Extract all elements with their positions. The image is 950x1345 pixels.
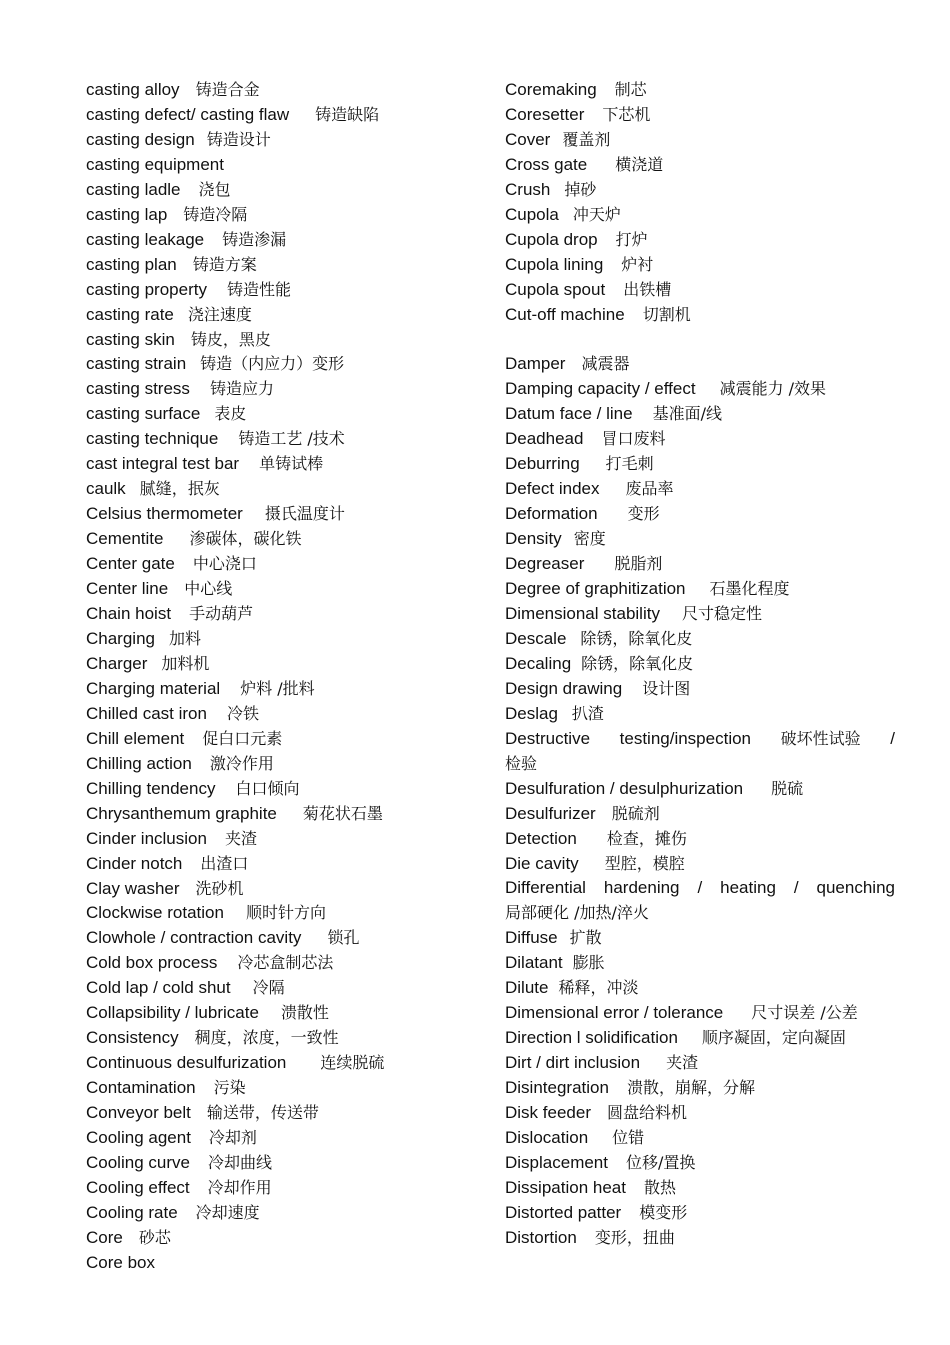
glossary-entry [505,926,895,951]
entry-translation: 稀释，冲淡 [558,978,639,998]
entry-translation: 手动葫芦 [189,604,254,624]
glossary-entry [505,602,895,627]
entry-term: Deslag [505,703,558,723]
entry-term: Clockwise rotation [86,903,224,923]
entry-word: hardening [603,878,680,898]
entry-translation: 激冷作用 [209,753,274,773]
entry-translation: 扒渣 [571,703,604,723]
entry-translation: 扩散 [569,928,602,948]
glossary-entry [86,427,486,452]
glossary-entry [86,228,486,253]
glossary-entry [86,1026,486,1051]
glossary-entry [86,402,486,427]
entry-translation: 检验 [505,753,538,773]
entry-word: 破坏性试验 [780,728,861,748]
glossary-entry [86,128,486,153]
entry-term: Defect index [505,479,600,499]
entry-translation: 减震器 [581,354,630,374]
entry-term: Design drawing [505,678,623,698]
entry-translation: 圆盘给料机 [606,1103,687,1123]
entry-term: Datum face / line [505,404,633,424]
glossary-entry [86,1226,486,1251]
glossary-entry [505,976,895,1001]
entry-translation: 废品率 [625,479,674,499]
glossary-entry [86,178,486,203]
glossary-entry [86,951,486,976]
glossary-entry [505,78,895,103]
glossary-entry [86,1201,486,1226]
glossary-entry [505,1126,895,1151]
entry-term: Cut-off machine [505,304,625,324]
entry-term: Conveyor belt [86,1103,191,1123]
glossary-entry [86,452,486,477]
glossary-entry [86,1001,486,1026]
entry-translation: 设计图 [642,678,691,698]
glossary-entry [505,352,895,377]
entry-translation: 洗砂机 [195,878,244,898]
entry-term: Distortion [505,1227,577,1247]
entry-term: Density [505,529,562,549]
glossary-entry [505,502,895,527]
entry-translation: 冷铁 [226,703,259,723]
glossary-entry [86,702,486,727]
glossary-entry [86,552,486,577]
entry-translation: 中心浇口 [192,554,257,574]
entry-translation: 减震能力 /效果 [719,379,827,399]
entry-translation: 局部硬化 /加热/淬火 [505,903,649,923]
glossary-entry [505,852,895,877]
glossary-entry [86,477,486,502]
entry-term: casting plan [86,254,177,274]
entry-term: cast integral test bar [86,454,240,474]
entry-term: Coremaking [505,80,597,99]
glossary-entry [505,652,895,677]
entry-translation: 铸造合金 [195,80,260,99]
glossary-entry [505,1176,895,1201]
entry-word: Destructive [505,728,591,748]
entry-term: Chill element [86,728,185,748]
glossary-entry [86,802,486,827]
glossary-entry [505,303,895,328]
glossary-entry [86,602,486,627]
glossary-entry [505,802,895,827]
entry-term: Core box [86,1252,155,1272]
entry-term: Detection [505,828,577,848]
glossary-entry [86,901,486,926]
entry-translation: 铸造冷隔 [183,204,248,224]
entry-term: Dimensional error / tolerance [505,1003,724,1023]
glossary-entry [86,976,486,1001]
entry-translation: 横浇道 [615,154,664,174]
entry-translation: 铸造应力 [209,379,274,399]
entry-term: Degree of graphitization [505,579,686,599]
entry-translation: 尺寸误差 /公差 [751,1003,858,1023]
entry-term: Dimensional stability [505,604,660,623]
glossary-entry [86,677,486,702]
entry-translation: 脱硫剂 [611,803,660,823]
entry-term: Cold lap / cold shut [86,978,231,998]
glossary-entry [505,427,895,452]
entry-translation: 铸造工艺 /技术 [238,429,345,449]
glossary-entry [505,552,895,577]
glossary-entry [505,178,895,203]
entry-translation: 铸造缺陷 [315,104,380,124]
entry-term: Chilling tendency [86,778,216,798]
glossary-entry [505,278,895,303]
glossary-entry [505,677,895,702]
glossary-entry [505,1001,895,1026]
entry-translation: 冲天炉 [572,204,621,224]
entry-word: / [890,728,895,748]
entry-translation: 出铁槽 [623,279,672,299]
entry-translation: 夹渣 [666,1053,699,1073]
entry-term: Displacement [505,1152,608,1172]
glossary-entry [86,827,486,852]
section-spacer [505,328,895,353]
entry-term: Charger [86,653,148,673]
entry-word: quenching [816,878,895,898]
glossary-entry [86,253,486,278]
entry-word: Differential [505,878,586,898]
entry-translation: 连续脱硫 [320,1053,385,1073]
entry-translation: 冷却速度 [195,1202,260,1222]
entry-term: Chilling action [86,753,192,773]
glossary-entry [86,1101,486,1126]
entry-translation: 石墨化程度 [709,579,790,599]
glossary-entry [86,502,486,527]
glossary-entry [86,1076,486,1101]
entry-translation: 下芯机 [602,104,651,124]
glossary-entry-line [505,727,895,752]
entry-term: Charging material [86,678,221,698]
glossary-entry [505,777,895,802]
entry-translation: 检查，摊伤 [606,828,687,848]
entry-term: Deformation [505,504,598,524]
glossary-entry [505,228,895,253]
entry-translation: 冷隔 [252,978,285,998]
entry-translation: 模变形 [639,1202,688,1222]
entry-term: casting defect/ casting flaw [86,104,290,124]
entry-translation: 中心线 [184,579,233,599]
entry-translation: 位错 [612,1128,645,1148]
glossary-entry [505,203,895,228]
entry-word: / [697,878,703,898]
entry-translation: 顺序凝固，定向凝固 [701,1028,846,1048]
entry-translation: 炉料 /批料 [240,678,315,698]
entry-translation: 单铸试棒 [259,454,324,474]
entry-term: Degreaser [505,554,585,574]
entry-term: Distorted patter [505,1202,622,1222]
glossary-entry [86,877,486,902]
entry-translation: 覆盖剂 [562,129,611,149]
entry-translation: 炉衬 [621,254,654,274]
entry-translation: 腻缝，抿灰 [139,479,220,499]
entry-translation: 变形 [627,504,660,524]
glossary-entry [86,103,486,128]
entry-translation: 基准面/线 [652,404,722,424]
entry-term: Damper [505,354,566,374]
entry-translation: 稠度，浓度，一致性 [194,1028,339,1048]
glossary-entry [86,627,486,652]
glossary-right-column [505,78,895,1251]
entry-term: Cold box process [86,953,218,973]
entry-term: Die cavity [505,853,579,873]
entry-translation: 膨胀 [572,953,605,973]
entry-translation: 溃散，崩解，分解 [626,1078,755,1098]
glossary-entry [505,477,895,502]
glossary-entry [505,1026,895,1051]
entry-term: Diffuse [505,928,558,948]
entry-word: / [793,878,799,898]
glossary-entry [505,153,895,178]
glossary-entry [505,951,895,976]
glossary-entry [505,1226,895,1251]
glossary-entry [86,752,486,777]
entry-term: Core [86,1227,123,1247]
entry-term: Consistency [86,1028,179,1048]
glossary-entry [86,926,486,951]
glossary-entry [505,1201,895,1226]
glossary-entry [86,1126,486,1151]
glossary-entry [86,1176,486,1201]
glossary-entry [505,1101,895,1126]
entry-term: Cross gate [505,154,588,174]
entry-translation: 冷却曲线 [207,1152,272,1172]
entry-term: Decaling [505,653,572,673]
glossary-entry [86,652,486,677]
entry-term: Deadhead [505,429,584,449]
entry-translation: 铸造（内应力）变形 [200,354,345,374]
entry-term: Dilatant [505,953,563,973]
glossary-entry [505,253,895,278]
glossary-entry [505,1076,895,1101]
entry-term: casting skin [86,329,175,349]
entry-translation: 冷却剂 [208,1128,257,1148]
entry-term: Continuous desulfurization [86,1053,287,1073]
entry-term: Center line [86,579,169,599]
glossary-entry [86,278,486,303]
entry-translation: 掉砂 [564,179,597,199]
entry-translation: 铸造渗漏 [222,229,287,249]
entry-term: Crush [505,179,551,199]
glossary-entry [505,1151,895,1176]
glossary-entry [505,827,895,852]
entry-translation: 脱脂剂 [614,554,663,574]
entry-term: casting alloy [86,80,180,99]
entry-translation: 变形，扭曲 [594,1227,675,1247]
entry-translation: 打毛刺 [605,454,654,474]
glossary-entry [86,777,486,802]
entry-term: Damping capacity / effect [505,379,696,399]
entry-term: Chrysanthemum graphite [86,803,277,823]
entry-translation: 铸造设计 [206,129,271,149]
glossary-entry [86,352,486,377]
glossary-entry-line [505,876,895,901]
glossary-entry [86,303,486,328]
glossary-entry [86,577,486,602]
glossary-entry-continuation [505,752,895,777]
glossary-entry [86,1251,486,1276]
entry-word: testing/inspection [619,728,752,748]
entry-translation: 铸皮，黑皮 [190,329,271,349]
entry-term: casting property [86,279,207,299]
entry-term: casting lap [86,204,168,224]
entry-term: Celsius thermometer [86,504,243,524]
glossary-entry [86,727,486,752]
glossary-entry [505,402,895,427]
entry-term: Cupola lining [505,254,604,274]
entry-translation: 冒口废料 [601,429,666,449]
entry-term: Direction l solidification [505,1028,678,1048]
glossary-entry [86,1051,486,1076]
entry-term: Chain hoist [86,604,172,624]
glossary-entry [505,1051,895,1076]
entry-term: Desulfuration / desulphurization [505,778,744,798]
glossary-entry [505,128,895,153]
entry-term: Cooling curve [86,1152,190,1172]
entry-term: Collapsibility / lubricate [86,1003,259,1023]
entry-translation: 加料机 [161,653,210,673]
entry-translation: 表皮 [214,404,247,424]
entry-translation: 浇包 [198,179,231,199]
entry-translation: 夹渣 [224,828,257,848]
glossary-entry [86,203,486,228]
glossary-entry [86,852,486,877]
glossary-entry [505,452,895,477]
entry-term: Cinder notch [86,853,183,873]
entry-term: Disintegration [505,1078,609,1098]
entry-translation: 打炉 [615,229,648,249]
entry-word: heating [720,878,776,898]
entry-translation: 溃散性 [280,1003,329,1023]
entry-term: Chilled cast iron [86,703,207,723]
glossary-entry [505,377,895,402]
entry-translation: 尺寸稳定性 [681,604,762,623]
entry-translation: 切割机 [642,304,691,324]
entry-translation: 铸造性能 [226,279,291,299]
entry-term: Contamination [86,1078,196,1098]
entry-translation: 冷却作用 [207,1177,272,1197]
entry-term: casting leakage [86,229,205,249]
glossary-entry [86,153,486,178]
entry-translation: 白口倾向 [235,778,300,798]
entry-term: Descale [505,628,567,648]
entry-term: Deburring [505,454,580,474]
entry-term: Clowhole / contraction cavity [86,928,302,948]
entry-term: casting ladle [86,179,181,199]
entry-translation: 除锈，除氧化皮 [581,653,694,673]
entry-translation: 输送带，传送带 [206,1103,319,1123]
entry-translation: 除锈，除氧化皮 [580,628,693,648]
entry-translation: 污染 [213,1078,246,1098]
entry-term: Cementite [86,529,164,549]
entry-term: Charging [86,628,155,648]
entry-translation: 菊花状石墨 [302,803,383,823]
entry-translation: 渗碳体，碳化铁 [189,529,302,549]
entry-translation: 冷芯盒制芯法 [237,953,334,973]
glossary-entry [86,1151,486,1176]
entry-translation: 脱硫 [771,778,804,798]
entry-term: Coresetter [505,104,585,124]
entry-term: Dirt / dirt inclusion [505,1053,641,1073]
entry-term: casting surface [86,404,201,424]
entry-term: casting stress [86,379,190,399]
entry-term: Cooling agent [86,1128,191,1148]
glossary-entry [86,527,486,552]
entry-translation: 铸造方案 [192,254,257,274]
entry-translation: 促白口元素 [202,728,283,748]
entry-term: Cooling effect [86,1177,190,1197]
entry-term: Disk feeder [505,1103,591,1123]
glossary-entry [86,78,486,103]
glossary-left-column [86,78,486,1276]
entry-translation: 制芯 [614,80,647,99]
entry-term: Dilute [505,978,549,998]
glossary-entry [86,328,486,353]
glossary-entry [86,377,486,402]
entry-translation: 锁孔 [327,928,360,948]
entry-term: Desulfurizer [505,803,596,823]
glossary-entry [505,702,895,727]
glossary-entry [505,103,895,128]
glossary-entry [505,577,895,602]
entry-translation: 型腔，模腔 [604,853,685,873]
entry-term: Cupola drop [505,229,598,249]
entry-translation: 位移/置换 [626,1152,696,1172]
entry-term: Cupola spout [505,279,606,299]
entry-translation: 摄氏温度计 [264,504,345,524]
entry-term: casting strain [86,354,187,374]
entry-translation: 散热 [643,1177,676,1197]
entry-translation: 密度 [573,529,606,549]
entry-term: Clay washer [86,878,180,898]
entry-translation: 加料 [169,628,202,648]
glossary-entry [505,627,895,652]
entry-term: casting equipment [86,154,224,174]
entry-term: caulk [86,479,126,499]
entry-translation: 出渣口 [200,853,249,873]
entry-term: Cover [505,129,551,149]
entry-term: Dissipation heat [505,1177,626,1197]
entry-term: Cooling rate [86,1202,178,1222]
entry-term: Cinder inclusion [86,828,207,848]
entry-term: Cupola [505,204,559,224]
entry-translation: 浇注速度 [187,304,252,324]
glossary-entry [505,527,895,552]
entry-term: Dislocation [505,1128,589,1148]
entry-translation: 顺时针方向 [245,903,326,923]
entry-term: casting technique [86,429,219,449]
entry-translation: 砂芯 [138,1227,171,1247]
entry-term: casting design [86,129,195,149]
entry-term: casting rate [86,304,174,324]
glossary-entry-continuation [505,901,895,926]
entry-term: Center gate [86,554,175,574]
